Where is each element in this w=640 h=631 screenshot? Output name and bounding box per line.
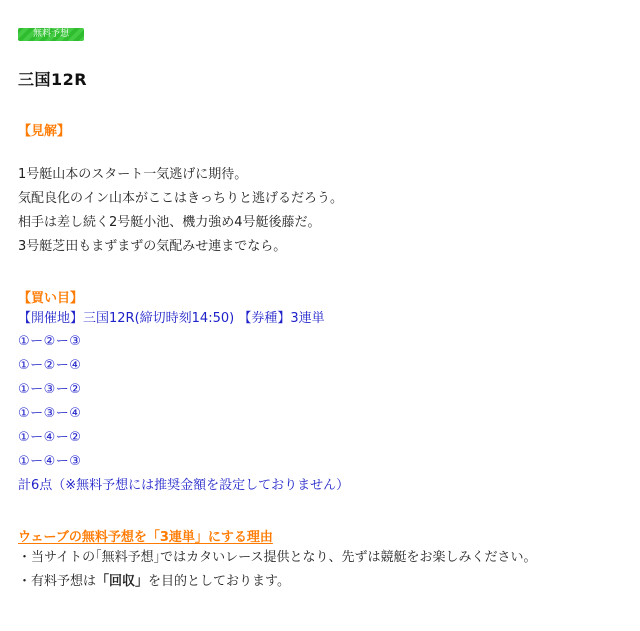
bets-total: 計6点（※無料予想には推奨金額を設定しておりません） — [18, 478, 350, 493]
combination-1: ①ー②ー③ — [18, 334, 82, 349]
combination-6: ①ー④ー③ — [18, 454, 82, 469]
opinion-heading: 【見解】 — [18, 124, 71, 139]
bets-heading: 【買い目】 — [18, 291, 84, 306]
reason-heading-link[interactable]: ウェーブの無料予想を「3連単」にする理由 — [18, 530, 273, 545]
reason-line-2-prefix: ・有料予想は — [18, 574, 97, 589]
combination-5: ①ー④ー② — [18, 430, 82, 445]
reason-line-2-emphasis: 「回収」 — [96, 574, 149, 589]
free-prediction-badge: 無料予想 — [18, 28, 84, 41]
reason-line-2 — [18, 574, 290, 590]
opinion-line-2: 気配良化のイン山本がここはきっちりと逃げるだろう。 — [18, 191, 344, 206]
venue-label: 【開催地】 — [18, 311, 84, 326]
ticket-label: 【券種】 — [238, 311, 291, 326]
venue-and-ticket-line — [18, 311, 325, 327]
reason-line-2-suffix: を目的としております。 — [148, 574, 290, 589]
reason-line-1: ・当サイトの｢無料予想｣ではカタいレース提供となり、先ずは競艇をお楽しみください。 — [18, 550, 537, 565]
combination-4: ①ー③ー④ — [18, 406, 82, 421]
combination-2: ①ー②ー④ — [18, 358, 82, 373]
opinion-line-4: 3号艇芝田もまずまずの気配みせ連までなら。 — [18, 239, 287, 254]
race-title: 三国12R — [18, 70, 88, 89]
venue-value: 三国12R(締切時刻14:50) — [83, 311, 235, 326]
opinion-line-3: 相手は差し続く2号艇小池、機力強め4号艇後藤だ。 — [18, 215, 321, 230]
opinion-line-1: 1号艇山本のスタート一気逃げに期待。 — [18, 167, 248, 182]
ticket-value: 3連単 — [290, 311, 325, 326]
combination-3: ①ー③ー② — [18, 382, 82, 397]
